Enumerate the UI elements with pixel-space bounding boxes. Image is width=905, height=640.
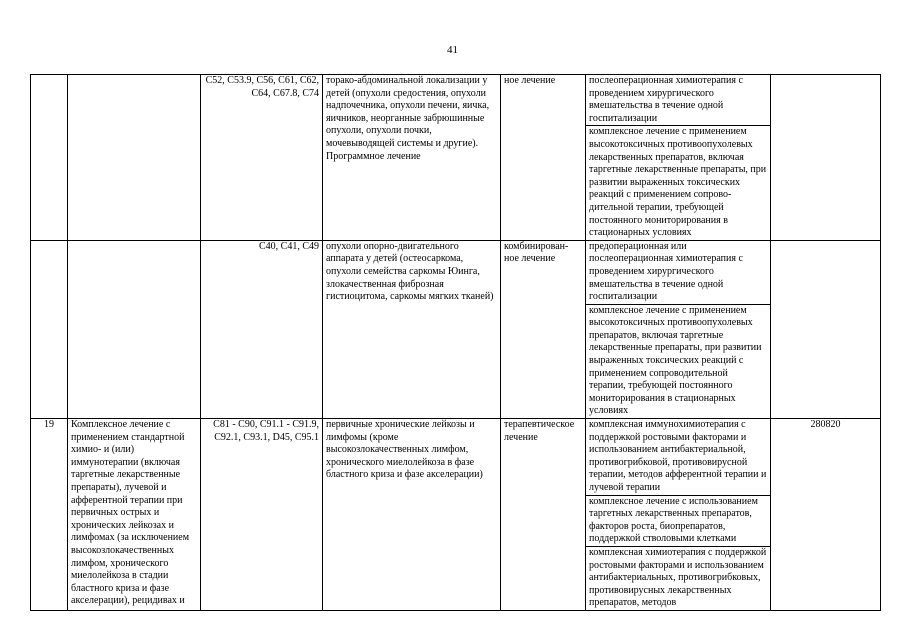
treatment-method: комплексная химиотерапия с поддержкой ростовыми факторами и использованием антибактериальных, противогрибковых, противовирусных лекарственных препаратов, методов [586,546,771,610]
icd-codes: C40, C41, C49 [201,240,323,418]
table-row [31,75,881,126]
patient-model: торако-абдоминальной локализации у детей (опухоли средостения, опухоли надпочечника, опухоли печени, яичка, яичников, неорганные забрюшинные опухоли, опухоли почки, мочевыводящей системы и другие). Программное лечение [323,75,501,241]
cost-value [771,240,881,418]
care-name [68,240,201,418]
treatment-type: комбинирован-ное лечение [501,240,586,418]
icd-codes: C81 - C90, C91.1 - C91.9, C92.1, C93.1, D45, C95.1 [201,419,323,611]
patient-model: первичные хронические лейкозы и лимфомы (кроме высокозлокачественных лимфом, хронического миелолейкоза в фазе бластного криза и фазе акселерации) [323,419,501,611]
treatment-method: комплексное лечение с использованием таргетных лекарственных препаратов, факторов роста, биопрепаратов, поддержкой стволовыми клетками [586,495,771,546]
treatment-method: комплексное лечение с применением высокотоксичных противоопухолевых лекарственных препаратов, включая таргетные лекарственные препараты, при развитии выраженных токсических реакций с применением сопрово-дительной терапии, требующей постоянного мониторирования в стационарных условиях [586,126,771,240]
table-row [31,240,881,304]
cost-value [771,75,881,241]
table-row [31,419,881,496]
row-number: 19 [31,419,68,611]
treatment-method: комплексное лечение с применением высокотоксичных противоопухолевых препаратов, включая таргетные лекарственные препараты, при развитии выраженных токсических реакций с применением сопроводительной терапии, требующей постоянного мониторирования в стационарных условиях [586,304,771,418]
patient-model: опухоли опорно-двигательного аппарата у детей (остеосаркома, опухоли семейства саркомы Юинга, злокачественная фиброзная гистиоцитома, саркомы мягких тканей) [323,240,501,418]
icd-codes: C52, C53.9, C56, C61, C62, C64, C67.8, C74 [201,75,323,241]
cost-value: 280820 [771,419,881,611]
treatment-method: предоперационная или послеоперационная химиотерапия с проведением хирургического вмешательства в течение одной госпитализации [586,240,771,304]
row-number [31,75,68,241]
medical-care-table [30,74,881,611]
care-name: Комплексное лечение с применением стандартной химио- и (или) иммунотерапии (включая таргетные лекарственные препараты), лучевой и афферентной терапии при первичных острых и хронических лейкозах и лимфомах (за исключением высокозлокачественных лимфом, хронического миелолейкоза в стадии бластного криза и фазе акселерации), рецидивах и [68,419,201,611]
treatment-type: терапевтическое лечение [501,419,586,611]
row-number [31,240,68,418]
treatment-type: ное лечение [501,75,586,241]
care-name [68,75,201,241]
treatment-method: комплексная иммунохимиотерапия с поддержкой ростовыми факторами и использованием антибактериальной, противогрибковой, противовирусной терапии, методов афферентной терапии и лучевой терапии [586,419,771,496]
treatment-method: послеоперационная химиотерапия с проведением хирургического вмешательства в течение одной госпитализации [586,75,771,126]
page-number: 41 [447,44,458,56]
